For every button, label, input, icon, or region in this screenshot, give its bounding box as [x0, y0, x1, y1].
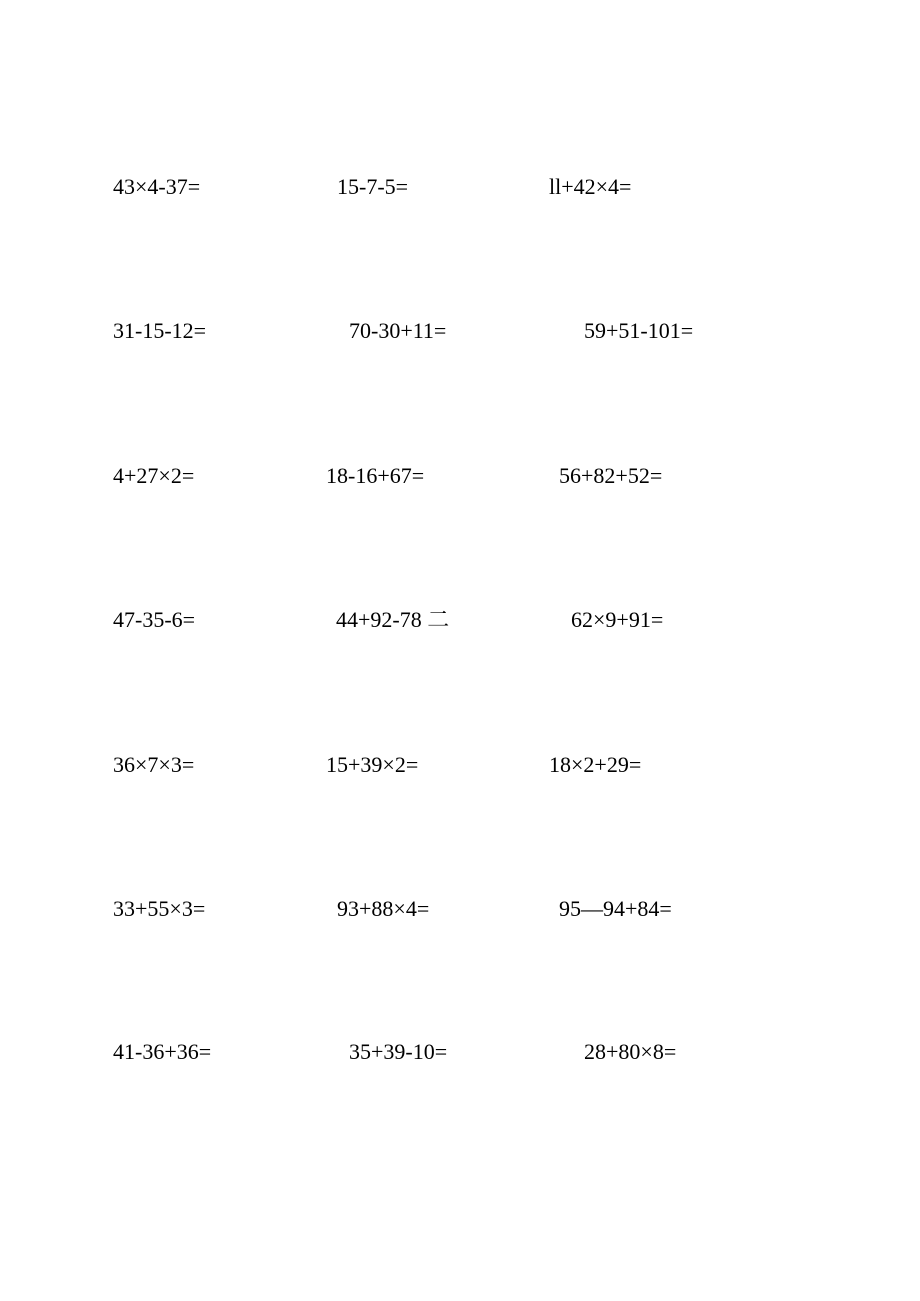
problem-1-2: 15-7-5=: [337, 174, 409, 199]
problem-row-4: [0, 600, 920, 640]
problem-6-3: 95—94+84=: [559, 896, 672, 921]
problem-7-1: 41-36+36=: [113, 1039, 212, 1064]
problem-row-5: [0, 745, 920, 785]
problem-5-2: 15+39×2=: [326, 752, 419, 777]
problem-5-3: 18×2+29=: [549, 752, 642, 777]
problem-row-1: [0, 167, 920, 207]
problem-row-3: [0, 456, 920, 496]
problem-row-6: [0, 889, 920, 929]
problem-6-2: 93+88×4=: [337, 896, 430, 921]
problem-5-1: 36×7×3=: [113, 752, 195, 777]
problem-1-1: 43×4-37=: [113, 174, 201, 199]
problem-4-1: 47-35-6=: [113, 607, 196, 632]
problem-7-2: 35+39-10=: [349, 1039, 448, 1064]
problem-4-2: 44+92-78 二: [336, 607, 450, 632]
problem-row-2: [0, 311, 920, 351]
problem-2-1: 31-15-12=: [113, 318, 207, 343]
problem-4-3: 62×9+91=: [571, 607, 664, 632]
problem-3-1: 4+27×2=: [113, 463, 195, 488]
problem-7-3: 28+80×8=: [584, 1039, 677, 1064]
problem-2-2: 70-30+11=: [349, 318, 447, 343]
problem-3-2: 18-16+67=: [326, 463, 425, 488]
problem-row-7: [0, 1032, 920, 1072]
problem-1-3: ll+42×4=: [549, 174, 632, 199]
problem-2-3: 59+51-101=: [584, 318, 694, 343]
problem-3-3: 56+82+52=: [559, 463, 663, 488]
problem-6-1: 33+55×3=: [113, 896, 206, 921]
